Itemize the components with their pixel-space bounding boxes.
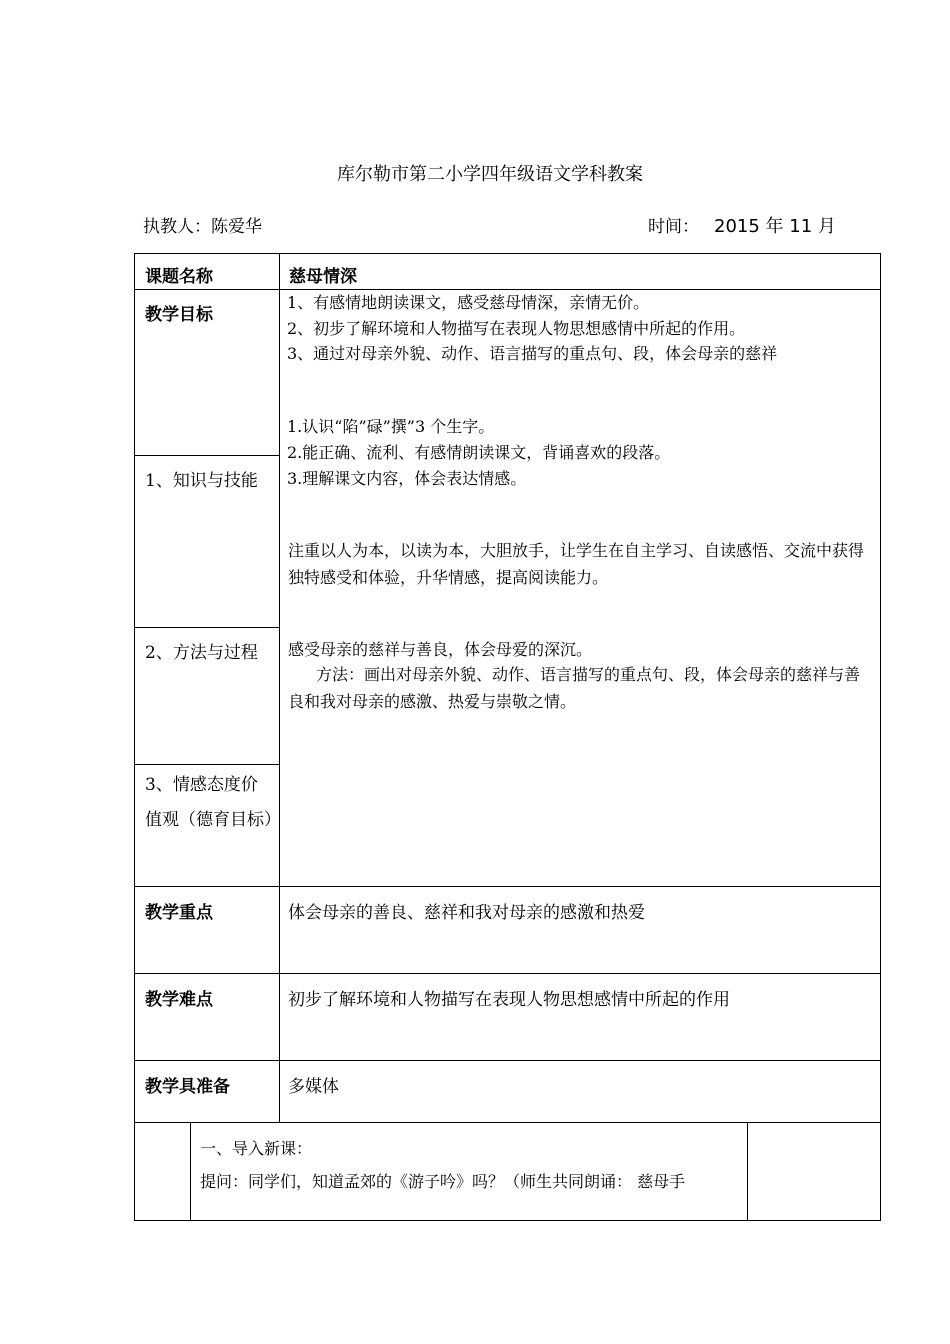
method-text: 注重以人为本，以读为本，大胆放手，让学生在自主学习、自读感悟、交流中获得独特感受和体验，升华情感，提高阅读能力。 bbox=[288, 541, 865, 587]
emotion-line-2: 方法：画出对母亲外貌、动作、语言描写的重点句、段，体会母亲的慈祥与善良和我对母亲的感激、热爱与崇敬之情。 bbox=[288, 665, 861, 711]
emotion-label: 3、情感态度价值观（德育目标） bbox=[145, 775, 281, 830]
row-divider bbox=[134, 1122, 881, 1123]
knowledge-line-3: 3.理解课文内容，体会表达情感。 bbox=[287, 469, 527, 488]
method-label: 2、方法与过程 bbox=[145, 643, 258, 663]
table-border-top bbox=[134, 253, 881, 254]
teacher-name: 执教人：陈爱华 bbox=[143, 217, 262, 237]
tools-label: 教学具准备 bbox=[145, 1077, 230, 1097]
table-border-bottom bbox=[134, 1220, 881, 1221]
time-value: 2015 年 11 月 bbox=[714, 216, 836, 237]
row-divider bbox=[134, 455, 279, 456]
row-divider bbox=[134, 764, 279, 765]
goal-line-1: 1、有感情地朗读课文，感受慈母情深，亲情无价。 bbox=[287, 293, 650, 312]
knowledge-line-1: 1.认识“陷”碌”撰”3 个生字。 bbox=[287, 417, 495, 436]
goal-line-2: 2、初步了解环境和人物描写在表现人物思想感情中所起的作用。 bbox=[287, 319, 746, 338]
key-point-label: 教学重点 bbox=[145, 903, 213, 923]
goal-line-3: 3、通过对母亲外貌、动作、语言描写的重点句、段，体会母亲的慈祥 bbox=[287, 344, 778, 363]
row-divider bbox=[134, 1060, 881, 1061]
document-title: 库尔勒市第二小学四年级语文学科教案 bbox=[337, 164, 643, 185]
table-border-right bbox=[880, 253, 881, 1221]
goals-label: 教学目标 bbox=[145, 305, 213, 325]
row-divider bbox=[134, 627, 279, 628]
tools-value: 多媒体 bbox=[288, 1077, 339, 1097]
time-label: 时间： bbox=[648, 217, 699, 237]
difficulty-label: 教学难点 bbox=[145, 990, 213, 1010]
process-line: 提问：同学们，知道孟郊的《游子吟》吗？（师生共同朗诵： 慈母手 bbox=[200, 1172, 686, 1191]
process-section-title: 一、导入新课： bbox=[200, 1139, 313, 1158]
column-divider bbox=[190, 1122, 191, 1220]
table-border-left bbox=[134, 253, 135, 1221]
column-divider bbox=[747, 1122, 748, 1220]
row-divider bbox=[134, 973, 881, 974]
knowledge-line-2: 2.能正确、流利、有感情朗读课文，背诵喜欢的段落。 bbox=[287, 443, 671, 462]
emotion-line-1: 感受母亲的慈祥与善良，体会母爱的深沉。 bbox=[288, 640, 593, 659]
row-divider bbox=[134, 886, 881, 887]
topic-value: 慈母情深 bbox=[289, 267, 357, 287]
column-divider bbox=[279, 253, 280, 1122]
difficulty-value: 初步了解环境和人物描写在表现人物思想感情中所起的作用 bbox=[288, 990, 730, 1010]
topic-label: 课题名称 bbox=[145, 267, 213, 287]
knowledge-label: 1、知识与技能 bbox=[145, 471, 258, 491]
key-point-value: 体会母亲的善良、慈祥和我对母亲的感激和热爱 bbox=[288, 903, 645, 923]
